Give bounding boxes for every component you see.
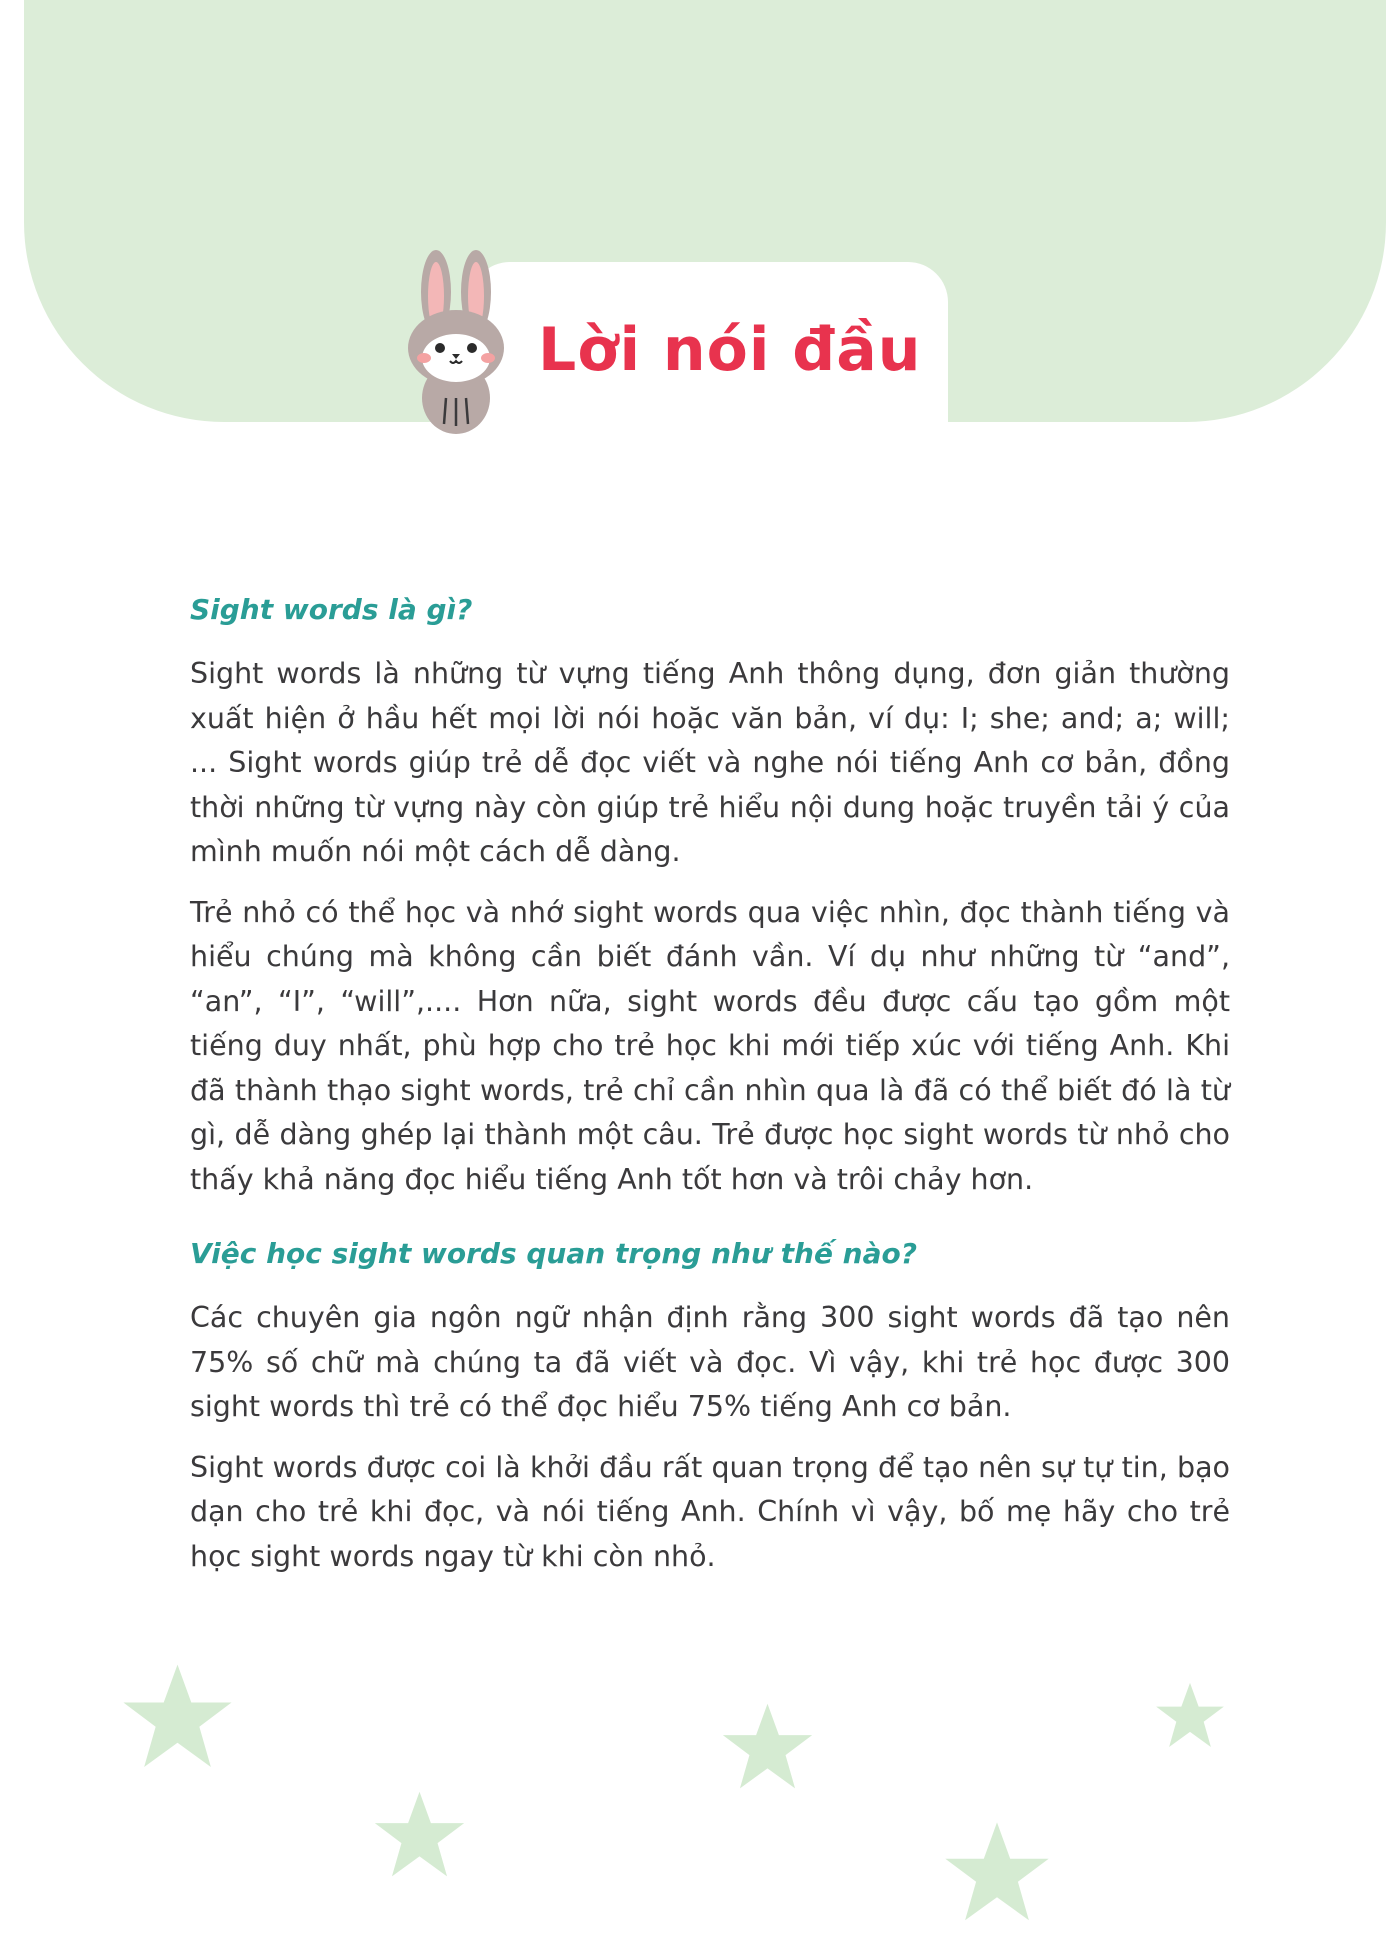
paragraph: Sight words là những từ vựng tiếng Anh thông dụng, đơn giản thường xuất hiện ở hầu hết mọi lời nói hoặc văn bản, ví dụ: I; she; and; a; will; ... Sight words giúp trẻ dễ đọc viết và nghe nói tiếng Anh cơ bản, đồng thời những từ vựng này còn giúp trẻ hiểu nội dung hoặc truyền tải ý của mình muốn nói một cách dễ dàng. [190, 657, 1230, 868]
section-heading: Sight words là gì? [190, 593, 473, 626]
paragraph: Trẻ nhỏ có thể học và nhớ sight words qua việc nhìn, đọc thành tiếng và hiểu chúng mà không cần biết đánh vần. Ví dụ như những từ “and”, “an”, “I”, “will”,.... Hơn nữa, sight words đều được cấu tạo gồm một tiếng duy nhất, phù hợp cho trẻ học khi mới tiếp xúc với tiếng Anh. Khi đã thành thạo sight words, trẻ chỉ cần nhìn qua là đã có thể biết đó là từ gì, dễ dàng ghép lại thành một câu. Trẻ được học sight words từ nhỏ cho thấy khả năng đọc hiểu tiếng Anh tốt hơn và trôi chảy hơn. [190, 895, 1230, 1196]
paragraph: Sight words được coi là khởi đầu rất quan trọng để tạo nên sự tự tin, bạo dạn cho trẻ khi đọc, và nói tiếng Anh. Chính vì vậy, bố mẹ hãy cho trẻ học sight words ngay từ khi còn nhỏ. [190, 1450, 1230, 1573]
paragraph: Các chuyên gia ngôn ngữ nhận định rằng 300 sight words đã tạo nên 75% số chữ mà chúng ta đã viết và đọc. Vì vậy, khi trẻ học được 300 sight words thì trẻ có thể đọc hiểu 75% tiếng Anh cơ bản. [190, 1301, 1230, 1423]
star-icon [942, 1818, 1052, 1928]
page-title: Lời nói đầu [538, 315, 922, 385]
star-icon [120, 1660, 235, 1775]
rabbit-icon [400, 248, 512, 436]
star-icon [1154, 1680, 1226, 1752]
section-heading: Việc học sight words quan trọng như thế nào? [190, 1237, 917, 1270]
star-icon [372, 1788, 467, 1883]
content-body [190, 588, 1230, 1579]
star-icon [720, 1700, 815, 1795]
